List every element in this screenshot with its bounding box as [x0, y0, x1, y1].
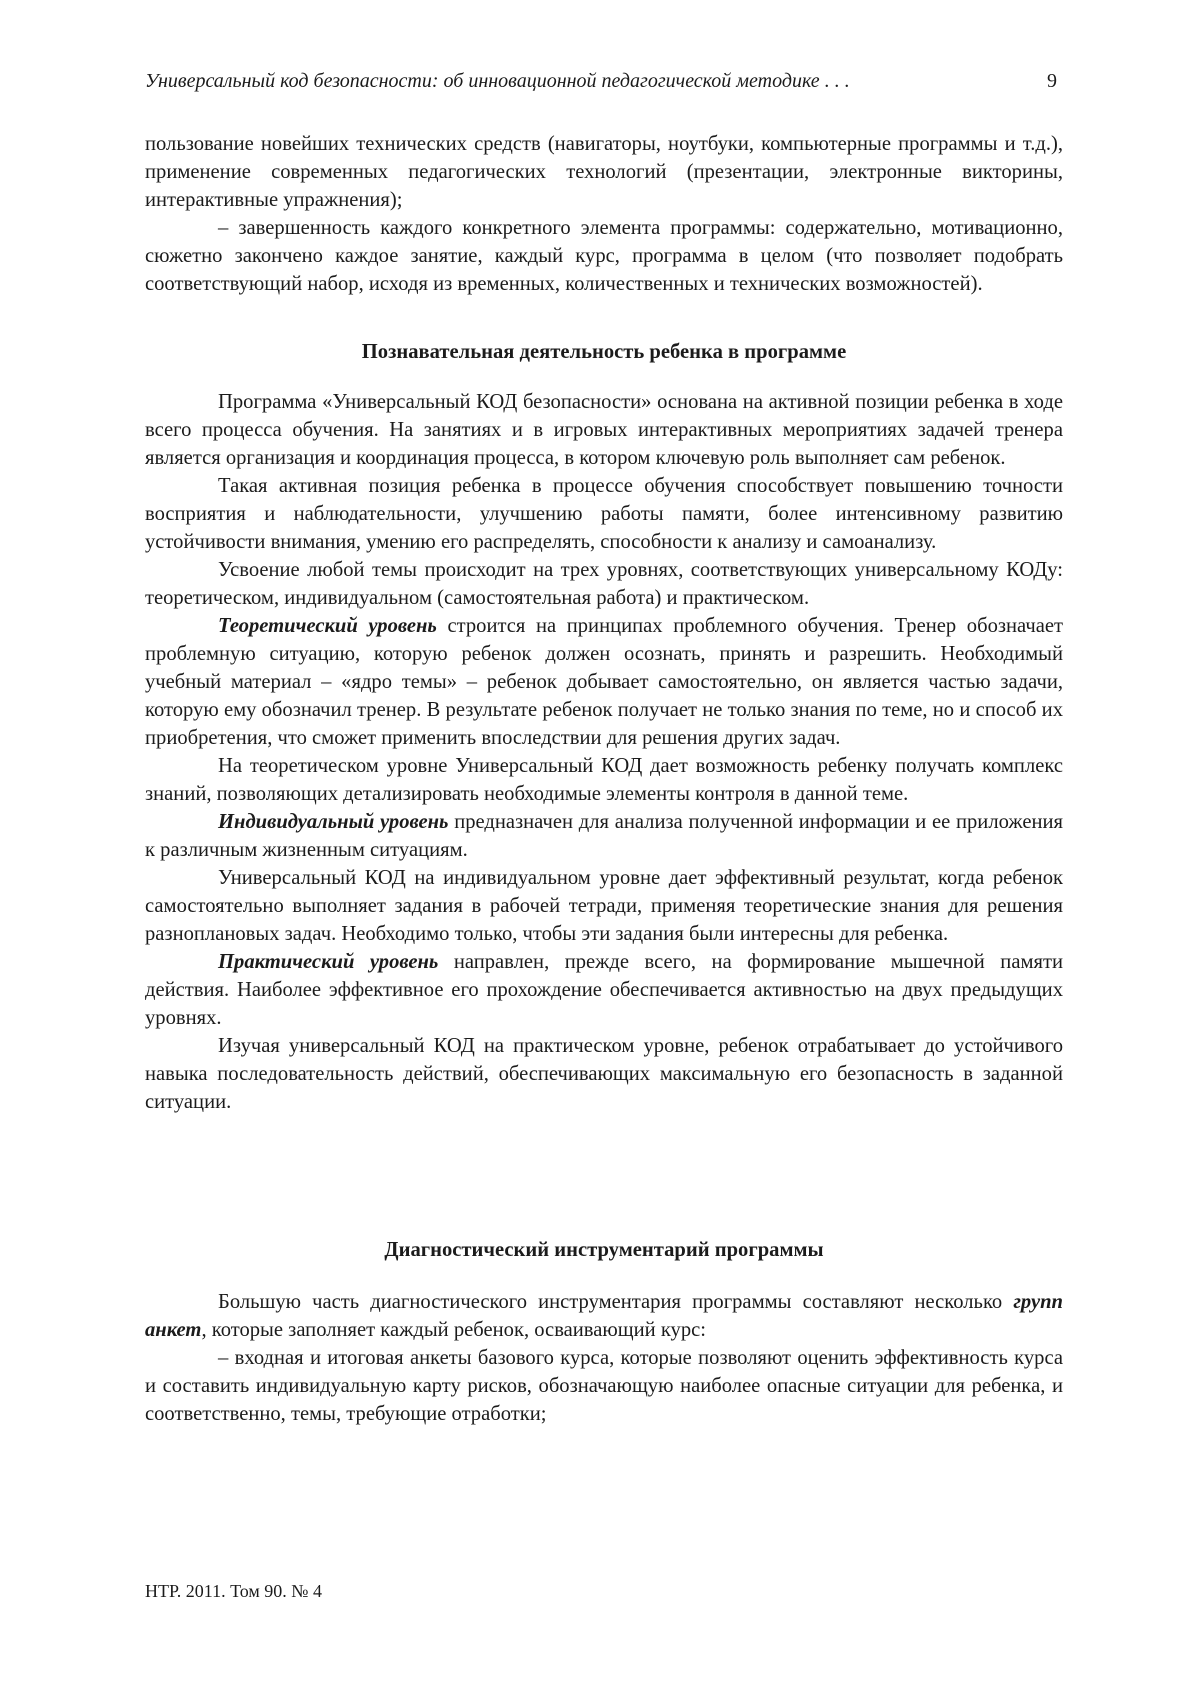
section-heading-cognitive-activity: Познавательная деятельность ребенка в программе [361, 341, 847, 363]
paragraph-text: направлен, прежде всего, на формирование мышечной памяти действия. Наиболее эффективное его прохождение обеспечивается активностью на двух предыдущих уровнях. [145, 951, 1063, 1029]
paragraph: Изучая универсальный КОД на практическом уровне, ребенок отрабатывает до устойчивого навыка последовательность действий, обеспечивающих максимальную его безопасность в заданной ситуации. [145, 1035, 1063, 1113]
paragraph: Такая активная позиция ребенка в процессе обучения способствует повышению точности восприятия и наблюдательности, улучшению работы памяти, более интенсивному развитию устойчивости внимания, умению его распределять, способности к анализу и самоанализу. [145, 475, 1063, 553]
paragraph [145, 612, 1063, 752]
running-header-title: Универсальный код безопасности: об инновационной педагогической методике . . . [145, 70, 850, 92]
paragraph [145, 948, 1063, 1032]
paragraph-text: строится на принципах проблемного обучения. Тренер обозначает проблемную ситуацию, которую ребенок должен осознать, принять и разрешить. Необходимый учебный материал – «ядро темы» – ребенок добывает самостоятельно, он является частью задачи, которую ему обозначил тренер. В результате ребенок получает не только знания по теме, но и способ их приобретения, что сможет применить впоследствии для решения других задач. [145, 615, 1063, 749]
paragraph: Универсальный КОД на индивидуальном уровне дает эффективный результат, когда ребенок самостоятельно выполняет задания в рабочей тетради, применяя теоретические знания для решения разноплановых задач. Необходимо только, чтобы эти задания были интересны для ребенка. [145, 867, 1063, 945]
paragraph-text: , которые заполняет каждый ребенок, осваивающий курс: [201, 1319, 706, 1341]
paragraph: пользование новейших технических средств (навигаторы, ноутбуки, компьютерные программы и т.д.), применение современных педагогических технологий (презентации, электронные викторины, интерактивные упражнения); [145, 133, 1063, 211]
paragraph-text: Большую часть диагностического инструментария программы составляют несколько [218, 1291, 1014, 1313]
section-heading-diagnostic-tools: Диагностический инструментарий программы [384, 1239, 824, 1261]
section-body-cognitive-activity [145, 388, 1063, 1116]
paragraph: На теоретическом уровне Универсальный КОД дает возможность ребенку получать комплекс знаний, позволяющих детализировать необходимые элементы контроля в данной теме. [145, 755, 1063, 805]
continued-list-block [145, 130, 1063, 298]
list-item: – входная и итоговая анкеты базового курса, которые позволяют оценить эффективность курса и составить индивидуальную карту рисков, обозначающую наиболее опасные ситуации для ребенка, и соответственно, темы, требующие отработки; [145, 1347, 1063, 1425]
paragraph-text: предназначен для анализа полученной информации и ее приложения к различным жизненным ситуациям. [145, 811, 1063, 861]
term-theoretical-level: Теоретический уровень [218, 615, 437, 637]
page-number: 9 [1047, 70, 1057, 92]
section-body-diagnostic-tools [145, 1288, 1063, 1428]
paragraph: Усвоение любой темы происходит на трех уровнях, соответствующих универсальному КОДу: теоретическом, индивидуальном (самостоятельная работа) и практическом. [145, 559, 1063, 609]
term-questionnaire-groups: групп анкет [145, 1291, 1063, 1341]
page-footer: НТР. 2011. Том 90. № 4 [145, 1581, 322, 1601]
paragraph [145, 1288, 1063, 1344]
paragraph [145, 808, 1063, 864]
list-item: – завершенность каждого конкретного элемента программы: содержательно, мотивационно, сюжетно закончено каждое занятие, каждый курс, программа в целом (что позволяет подобрать соответствующий набор, исходя из временных, количественных и технических возможностей). [145, 217, 1063, 295]
running-header [145, 66, 1063, 96]
term-individual-level: Индивидуальный уровень [218, 811, 449, 833]
term-practical-level: Практический уровень [218, 951, 439, 973]
paragraph: Программа «Универсальный КОД безопасности» основана на активной позиции ребенка в ходе всего процесса обучения. На занятиях и в игровых интерактивных мероприятиях задачей тренера является организация и координация процесса, в котором ключевую роль выполняет сам ребенок. [145, 391, 1063, 469]
